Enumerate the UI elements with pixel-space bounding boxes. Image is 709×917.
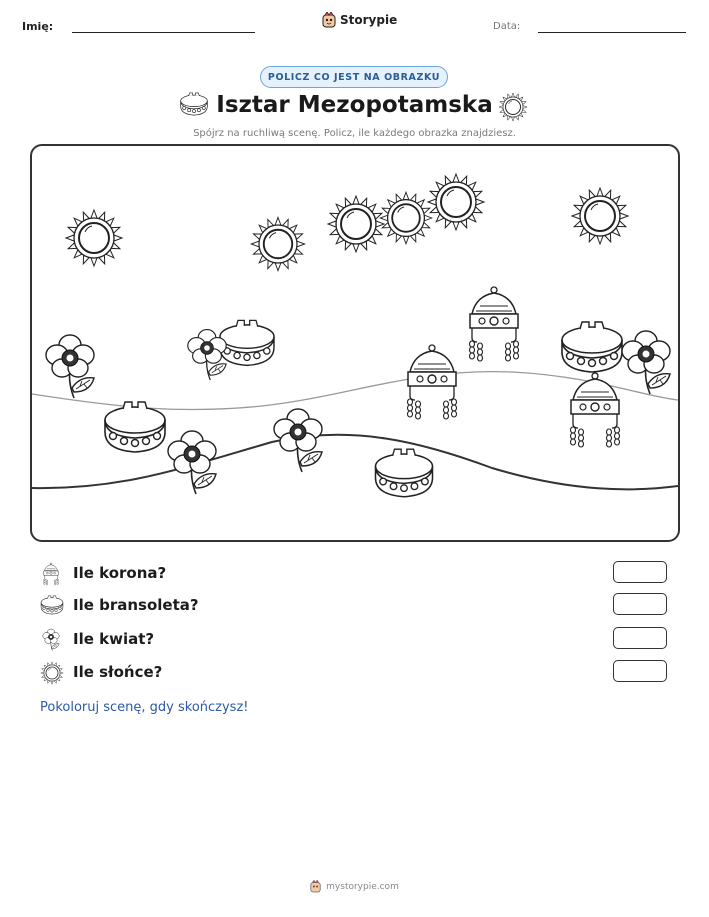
- storypie-mascot-icon: [322, 12, 336, 28]
- sun-icon: [66, 210, 122, 266]
- answer-box-crown[interactable]: [613, 561, 667, 583]
- sun-icon: [428, 174, 484, 230]
- brand-name: Storypie: [340, 13, 398, 27]
- flower-icon: [40, 628, 62, 652]
- name-field[interactable]: [72, 32, 255, 33]
- crown-icon: [571, 373, 620, 447]
- footer: [0, 880, 709, 893]
- question-row-sun: [40, 660, 680, 688]
- crown-icon: [470, 287, 519, 361]
- crown-icon: [40, 562, 62, 586]
- footer-site: mystorypie.com: [326, 881, 399, 892]
- question-label: Ile korona?: [73, 564, 167, 582]
- title-sun-icon: [498, 92, 528, 126]
- answer-box-sun[interactable]: [613, 660, 667, 682]
- coloring-instruction: Pokoloruj scenę, gdy skończysz!: [40, 700, 249, 715]
- bracelet-icon: [376, 449, 433, 497]
- question-label: Ile słońce?: [73, 663, 163, 681]
- name-label: Imię:: [22, 20, 54, 33]
- sun-icon: [40, 661, 64, 685]
- date-label: Data:: [493, 21, 521, 32]
- flower-icon: [274, 409, 322, 472]
- bracelet-icon: [40, 594, 64, 616]
- flower-icon: [168, 431, 216, 494]
- page-title: Isztar Mezopotamska: [216, 92, 493, 118]
- flower-icon: [46, 335, 94, 398]
- question-label: Ile kwiat?: [73, 630, 155, 648]
- sun-icon: [328, 196, 384, 252]
- bracelet-icon: [105, 402, 165, 452]
- flower-icon: [622, 331, 670, 394]
- bracelet-icon: [562, 322, 622, 372]
- answer-box-bracelet[interactable]: [613, 593, 667, 615]
- storypie-logo: [322, 12, 397, 28]
- crown-icon: [408, 345, 457, 419]
- question-label: Ile bransoleta?: [73, 596, 199, 614]
- sun-icon: [251, 217, 304, 270]
- activity-badge: POLICZ CO JEST NA OBRAZKU: [260, 66, 448, 88]
- storypie-mascot-icon: [310, 880, 321, 893]
- counting-scene: [30, 144, 680, 542]
- sun-icon: [572, 188, 628, 244]
- bracelet-icon: [220, 320, 274, 365]
- date-field[interactable]: [538, 32, 686, 33]
- question-row-bracelet: [40, 593, 680, 621]
- question-row-crown: [40, 561, 680, 589]
- page-subtitle: Spójrz na ruchliwą scenę. Policz, ile każdego obrazka znajdziesz.: [193, 128, 516, 139]
- answer-box-flower[interactable]: [613, 627, 667, 649]
- sun-icon: [380, 192, 432, 244]
- question-row-flower: [40, 627, 680, 655]
